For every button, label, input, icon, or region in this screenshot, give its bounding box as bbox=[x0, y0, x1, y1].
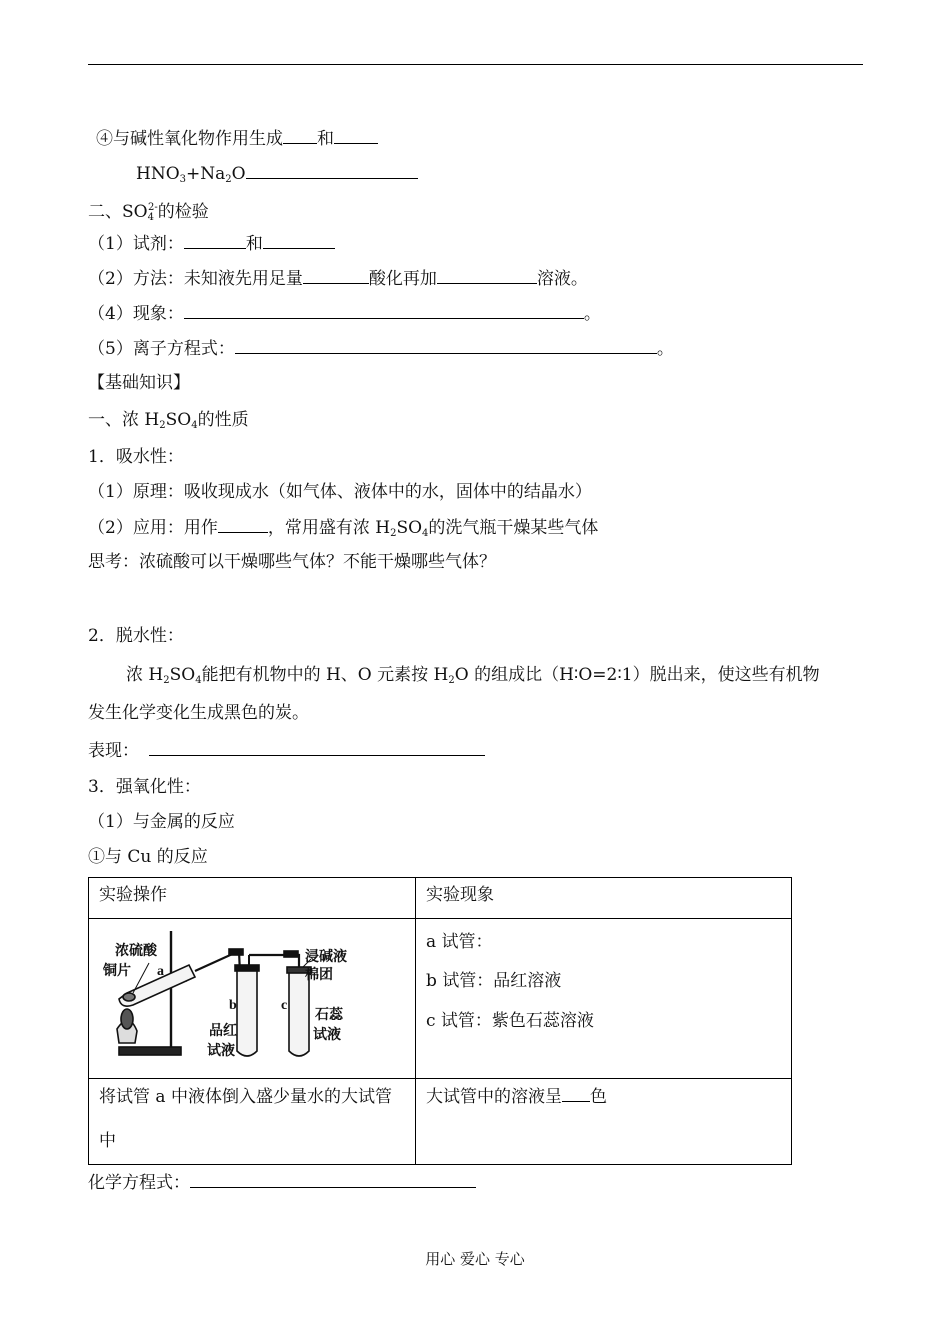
para-dehydration-2: 发生化学变化生成黑色的炭。 bbox=[88, 703, 309, 723]
table-row-apparatus bbox=[89, 919, 792, 1079]
apparatus-cell bbox=[89, 919, 416, 1079]
section-basic-knowledge: 【基础知识】 bbox=[88, 373, 190, 393]
header-operation: 实验操作 bbox=[89, 878, 416, 919]
label-litmus-1: 石蕊 bbox=[315, 1008, 343, 1023]
table-header-row bbox=[89, 878, 792, 919]
line-method: （2）方法：未知液先用足量 酸化再加 溶液。 bbox=[88, 269, 588, 289]
tube-b bbox=[237, 969, 257, 1056]
apparatus-diagram bbox=[89, 919, 415, 1078]
para-dehydration-1: 浓 $H_2SO_4$能把有机物中的 H、O 元素按 $H_2O$ 的组成比（H∶O=2∶1）脱出来，使这些有机物 bbox=[126, 665, 820, 686]
section-sulfate-test: 二、$SO_4^{2-}$的检验 bbox=[88, 202, 209, 223]
flame bbox=[121, 1009, 133, 1029]
header-phenomenon: 实验现象 bbox=[416, 878, 792, 919]
obs-tube-b: b 试管：品红溶液 bbox=[426, 971, 562, 991]
line-hno3-na2o: $HNO_3+Na_2O$ bbox=[136, 162, 418, 191]
line-application: （2）应用：用作 ，常用盛有浓 $H_2SO_4$的洗气瓶干燥某些气体 bbox=[88, 518, 599, 539]
label-alkali-1: 浸碱液 bbox=[305, 950, 347, 965]
table-row-dilution bbox=[89, 1079, 792, 1165]
label-magenta-1: 品红 bbox=[209, 1024, 237, 1039]
line-manifestation: 表现： bbox=[88, 739, 485, 762]
label-litmus-2: 试液 bbox=[313, 1028, 341, 1043]
line-metal-reaction: （1）与金属的反应 bbox=[88, 812, 235, 832]
line-cu-reaction: ①与 Cu 的反应 bbox=[88, 847, 208, 867]
copper-piece bbox=[123, 993, 135, 1001]
label-tube-c: c bbox=[281, 998, 288, 1013]
label-copper: 铜片 bbox=[103, 964, 131, 979]
stand-base bbox=[119, 1047, 181, 1055]
observation-cell bbox=[416, 919, 792, 1079]
page-footer: 用心 爱心 专心 bbox=[425, 1250, 525, 1268]
line-reagent: （1）试剂： 和 bbox=[88, 232, 335, 255]
line-think: 思考：浓硫酸可以干燥哪些气体？不能干燥哪些气体？ bbox=[88, 552, 496, 572]
line-chemical-equation: 化学方程式： bbox=[88, 1171, 476, 1194]
header-rule bbox=[88, 64, 863, 65]
label-acid: 浓硫酸 bbox=[115, 944, 157, 959]
label-tube-b: b bbox=[229, 998, 237, 1013]
tube-c bbox=[289, 971, 309, 1056]
experiment-table bbox=[88, 877, 792, 1165]
line-phenomenon: （4）现象： 。 bbox=[88, 304, 601, 324]
label-alkali-2: 棉团 bbox=[305, 968, 333, 983]
obs-tube-a: a 试管： bbox=[426, 932, 493, 952]
heading-dehydration: 2．脱水性： bbox=[88, 626, 184, 646]
line-basic-oxide: ④与碱性氧化物作用生成 和 bbox=[96, 127, 378, 150]
dilution-observation: 大试管中的溶液呈 色 bbox=[416, 1079, 792, 1165]
stopper-1 bbox=[229, 949, 243, 955]
section-h2so4-properties: 一、浓 $H_2SO_4$的性质 bbox=[88, 410, 249, 431]
label-magenta-2: 试液 bbox=[207, 1044, 235, 1059]
label-tube-a: a bbox=[157, 964, 164, 979]
line-ionic-equation: （5）离子方程式： 。 bbox=[88, 339, 674, 359]
obs-tube-c: c 试管：紫色石蕊溶液 bbox=[426, 1011, 594, 1031]
heading-water-absorption: 1．吸水性： bbox=[88, 447, 184, 467]
dilution-operation: 将试管 a 中液体倒入盛少量水的大试管中 bbox=[89, 1079, 416, 1165]
heading-oxidizing: 3．强氧化性： bbox=[88, 777, 201, 797]
line-principle: （1）原理：吸收现成水（如气体、液体中的水，固体中的结晶水） bbox=[88, 482, 592, 502]
